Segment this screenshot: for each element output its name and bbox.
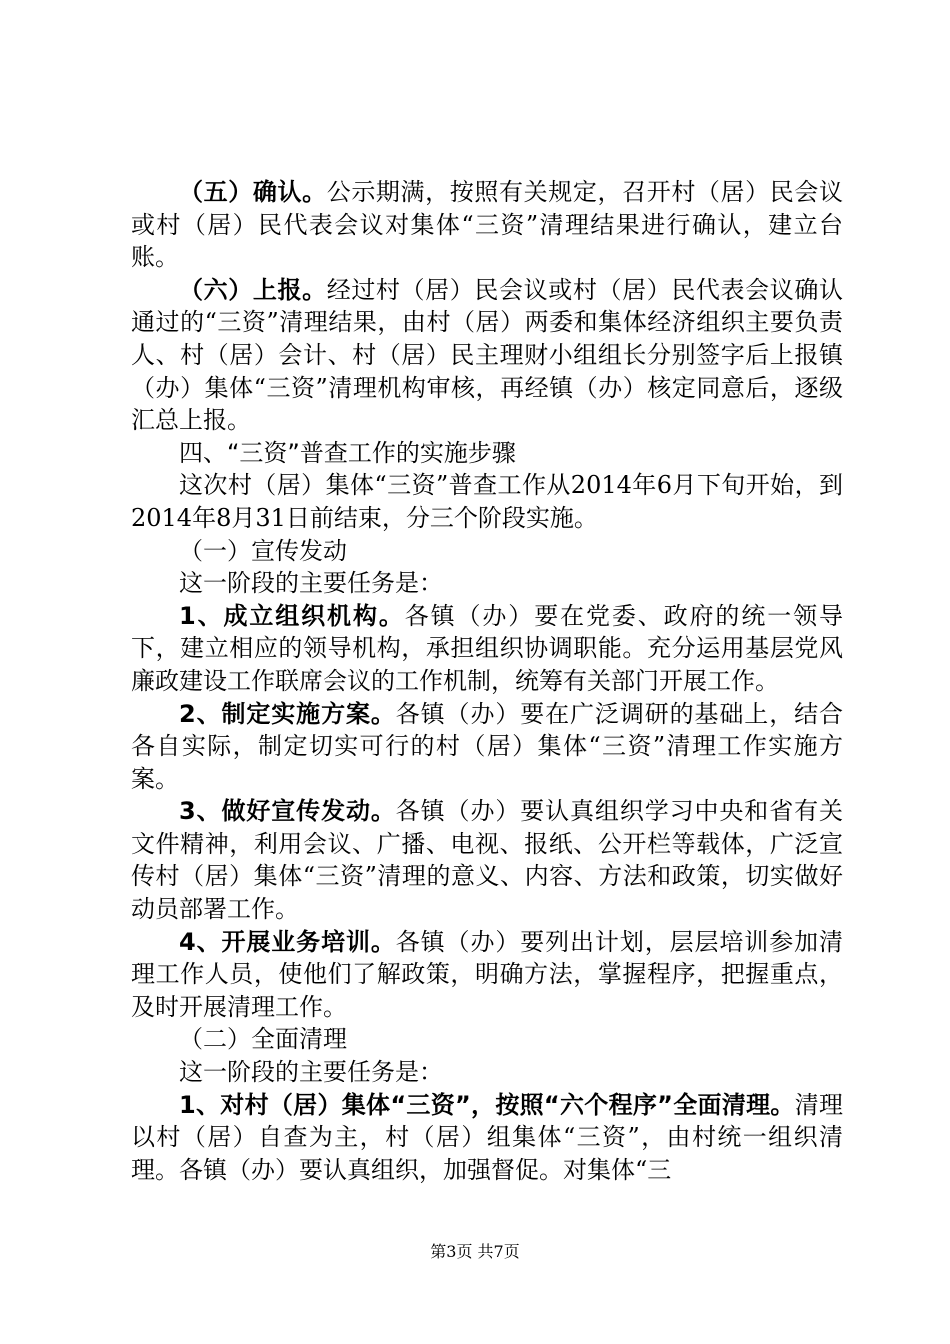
item-text: 各镇（办）要在党委、政府的统一领导下，建立相应的领导机构，承担组织协调职能。充分运用基层党风廉政建设工作联席会议的工作机制，统筹有关部门开展工作。 [131,601,844,695]
item-text: 各镇（办）要认真组织学习中央和省有关文件精神，利用会议、广播、电视、报纸、公开栏等载体，广泛宣传村（居）集体“三资”清理的意义、内容、方法和政策，切实做好动员部署工作。 [131,797,843,924]
paragraph-text: 公示期满，按照有关规定，召开村（居）民会议或村（居）民代表会议对集体“三资”清理结果进行确认，建立台账。 [131,178,844,272]
page-number-footer: 第3页 共7页 [430,1242,520,1261]
phase-intro: 这一阶段的主要任务是： [179,569,443,598]
item-lead: 1、对村（居）集体“三资”，按照“六个程序”全面清理。 [179,1090,795,1119]
phase-heading: （二）全面清理 [179,1025,347,1054]
list-item [131,698,843,796]
section-intro: 这次村（居）集体“三资”普查工作从2014年6月下旬开始，到2014年8月31日前结束，分三个阶段实施。 [131,471,843,532]
paragraph-confirm [131,176,843,274]
paragraph-lead: （六）上报。 [179,275,327,304]
paragraph-lead: （五）确认。 [179,178,327,206]
section-heading: 四、“三资”普查工作的实施步骤 [179,438,516,467]
phase-intro: 这一阶段的主要任务是： [179,1058,443,1087]
paragraph-text: 经过村（居）民会议或村（居）民代表会议确认通过的“三资”清理结果，由村（居）两委和集体经济组织主要负责人、村（居）会计、村（居）民主理财小组组长分别签字后上报镇（办）集体“三资”清理机构审核，再经镇（办）核定同意后，逐级汇总上报。 [131,275,844,435]
item-lead: 3、做好宣传发动。 [179,797,396,826]
list-item [131,1089,843,1187]
item-lead: 1、成立组织机构。 [179,601,405,630]
paragraph-report [131,274,843,437]
phase-heading: （一）宣传发动 [179,536,347,565]
item-text: 各镇（办）要在广泛调研的基础上，结合各自实际，制定切实可行的村（居）集体“三资”清理工作实施方案。 [131,699,843,793]
list-item [131,600,843,698]
item-lead: 4、开展业务培训。 [179,927,396,956]
list-item [131,926,843,1024]
list-item [131,795,843,925]
item-text: 各镇（办）要列出计划，层层培训参加清理工作人员，使他们了解政策，明确方法，掌握程序，把握重点，及时开展清理工作。 [131,927,843,1021]
item-text: 清理以村（居）自查为主，村（居）组集体“三资”，由村统一组织清理。各镇（办）要认真组织，加强督促。对集体“三 [131,1090,843,1184]
item-lead: 2、制定实施方案。 [179,699,396,728]
document-body [131,176,843,1186]
